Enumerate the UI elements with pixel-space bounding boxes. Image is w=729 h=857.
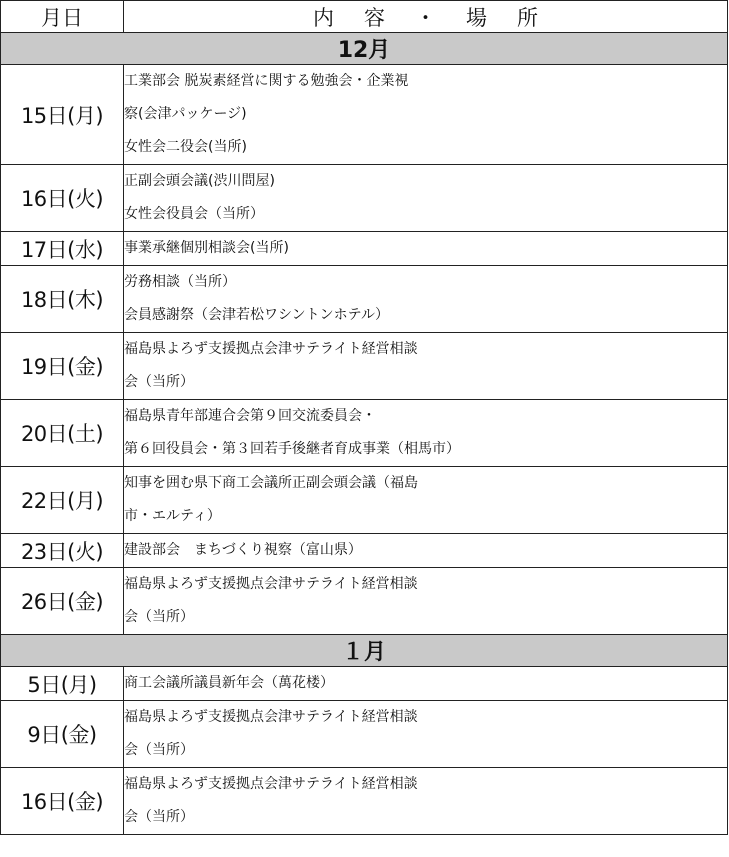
event-content [124,266,728,333]
event-line: 知事を囲む県下商工会議所正副会頭会議（福島 [124,475,418,491]
event-line: 福島県よろず支援拠点会津サテライト経営相談 [124,776,418,792]
schedule-row [1,266,728,333]
event-date: 20日(土) [1,400,124,467]
event-line: 女性会二役会(当所) [124,139,247,155]
event-content [124,768,728,835]
event-line: 商工会議所議員新年会（萬花楼） [124,675,334,691]
content-column-header: 内容・場所 [124,1,728,33]
event-date: 5日(月) [1,667,124,701]
event-line: 会（当所） [124,809,194,825]
schedule-body [1,33,728,835]
schedule-row [1,667,728,701]
schedule-row [1,65,728,165]
event-date: 19日(金) [1,333,124,400]
event-date: 18日(木) [1,266,124,333]
event-line: 会（当所） [124,374,194,390]
event-line: 建設部会 まちづくり視察（富山県） [124,542,362,558]
event-line: 察(会津パッケージ) [124,106,247,122]
schedule-row [1,568,728,635]
schedule-row [1,534,728,568]
event-line: 会（当所） [124,609,194,625]
event-content [124,701,728,768]
event-date: 15日(月) [1,65,124,165]
event-content [124,165,728,232]
event-line: 事業承継個別相談会(当所) [124,240,289,256]
event-line: 市・エルティ） [124,508,221,524]
event-line: 福島県よろず支援拠点会津サテライト経営相談 [124,709,418,725]
event-line: 福島県青年部連合会第９回交流委員会・ [124,408,376,424]
month-label: １月 [1,635,728,667]
event-date: 22日(月) [1,467,124,534]
event-date: 9日(金) [1,701,124,768]
schedule-row [1,232,728,266]
schedule-row [1,701,728,768]
event-content [124,568,728,635]
event-line: 労務相談（当所） [124,274,236,290]
event-content [124,232,728,266]
event-date: 23日(火) [1,534,124,568]
event-line: 福島県よろず支援拠点会津サテライト経営相談 [124,576,418,592]
event-date: 16日(金) [1,768,124,835]
month-header-row [1,635,728,667]
event-date: 17日(水) [1,232,124,266]
event-line: 女性会役員会（当所） [124,206,264,222]
event-content [124,65,728,165]
event-date: 16日(火) [1,165,124,232]
event-content [124,467,728,534]
event-line: 工業部会 脱炭素経営に関する勉強会・企業視 [124,73,409,89]
event-line: 正副会頭会議(渋川問屋) [124,173,275,189]
date-column-header: 月日 [1,1,124,33]
month-label: 12月 [1,33,728,65]
event-line: 会（当所） [124,742,194,758]
event-line: 会員感謝祭（会津若松ワシントンホテル） [124,307,389,323]
event-line: 福島県よろず支援拠点会津サテライト経営相談 [124,341,418,357]
schedule-row [1,467,728,534]
month-header-row [1,33,728,65]
schedule-row [1,768,728,835]
header-row [1,1,728,33]
event-content [124,333,728,400]
event-content [124,534,728,568]
event-content [124,400,728,467]
schedule-row [1,165,728,232]
event-line: 第６回役員会・第３回若手後継者育成事業（相馬市） [124,441,460,457]
event-content [124,667,728,701]
schedule-row [1,400,728,467]
schedule-row [1,333,728,400]
event-date: 26日(金) [1,568,124,635]
